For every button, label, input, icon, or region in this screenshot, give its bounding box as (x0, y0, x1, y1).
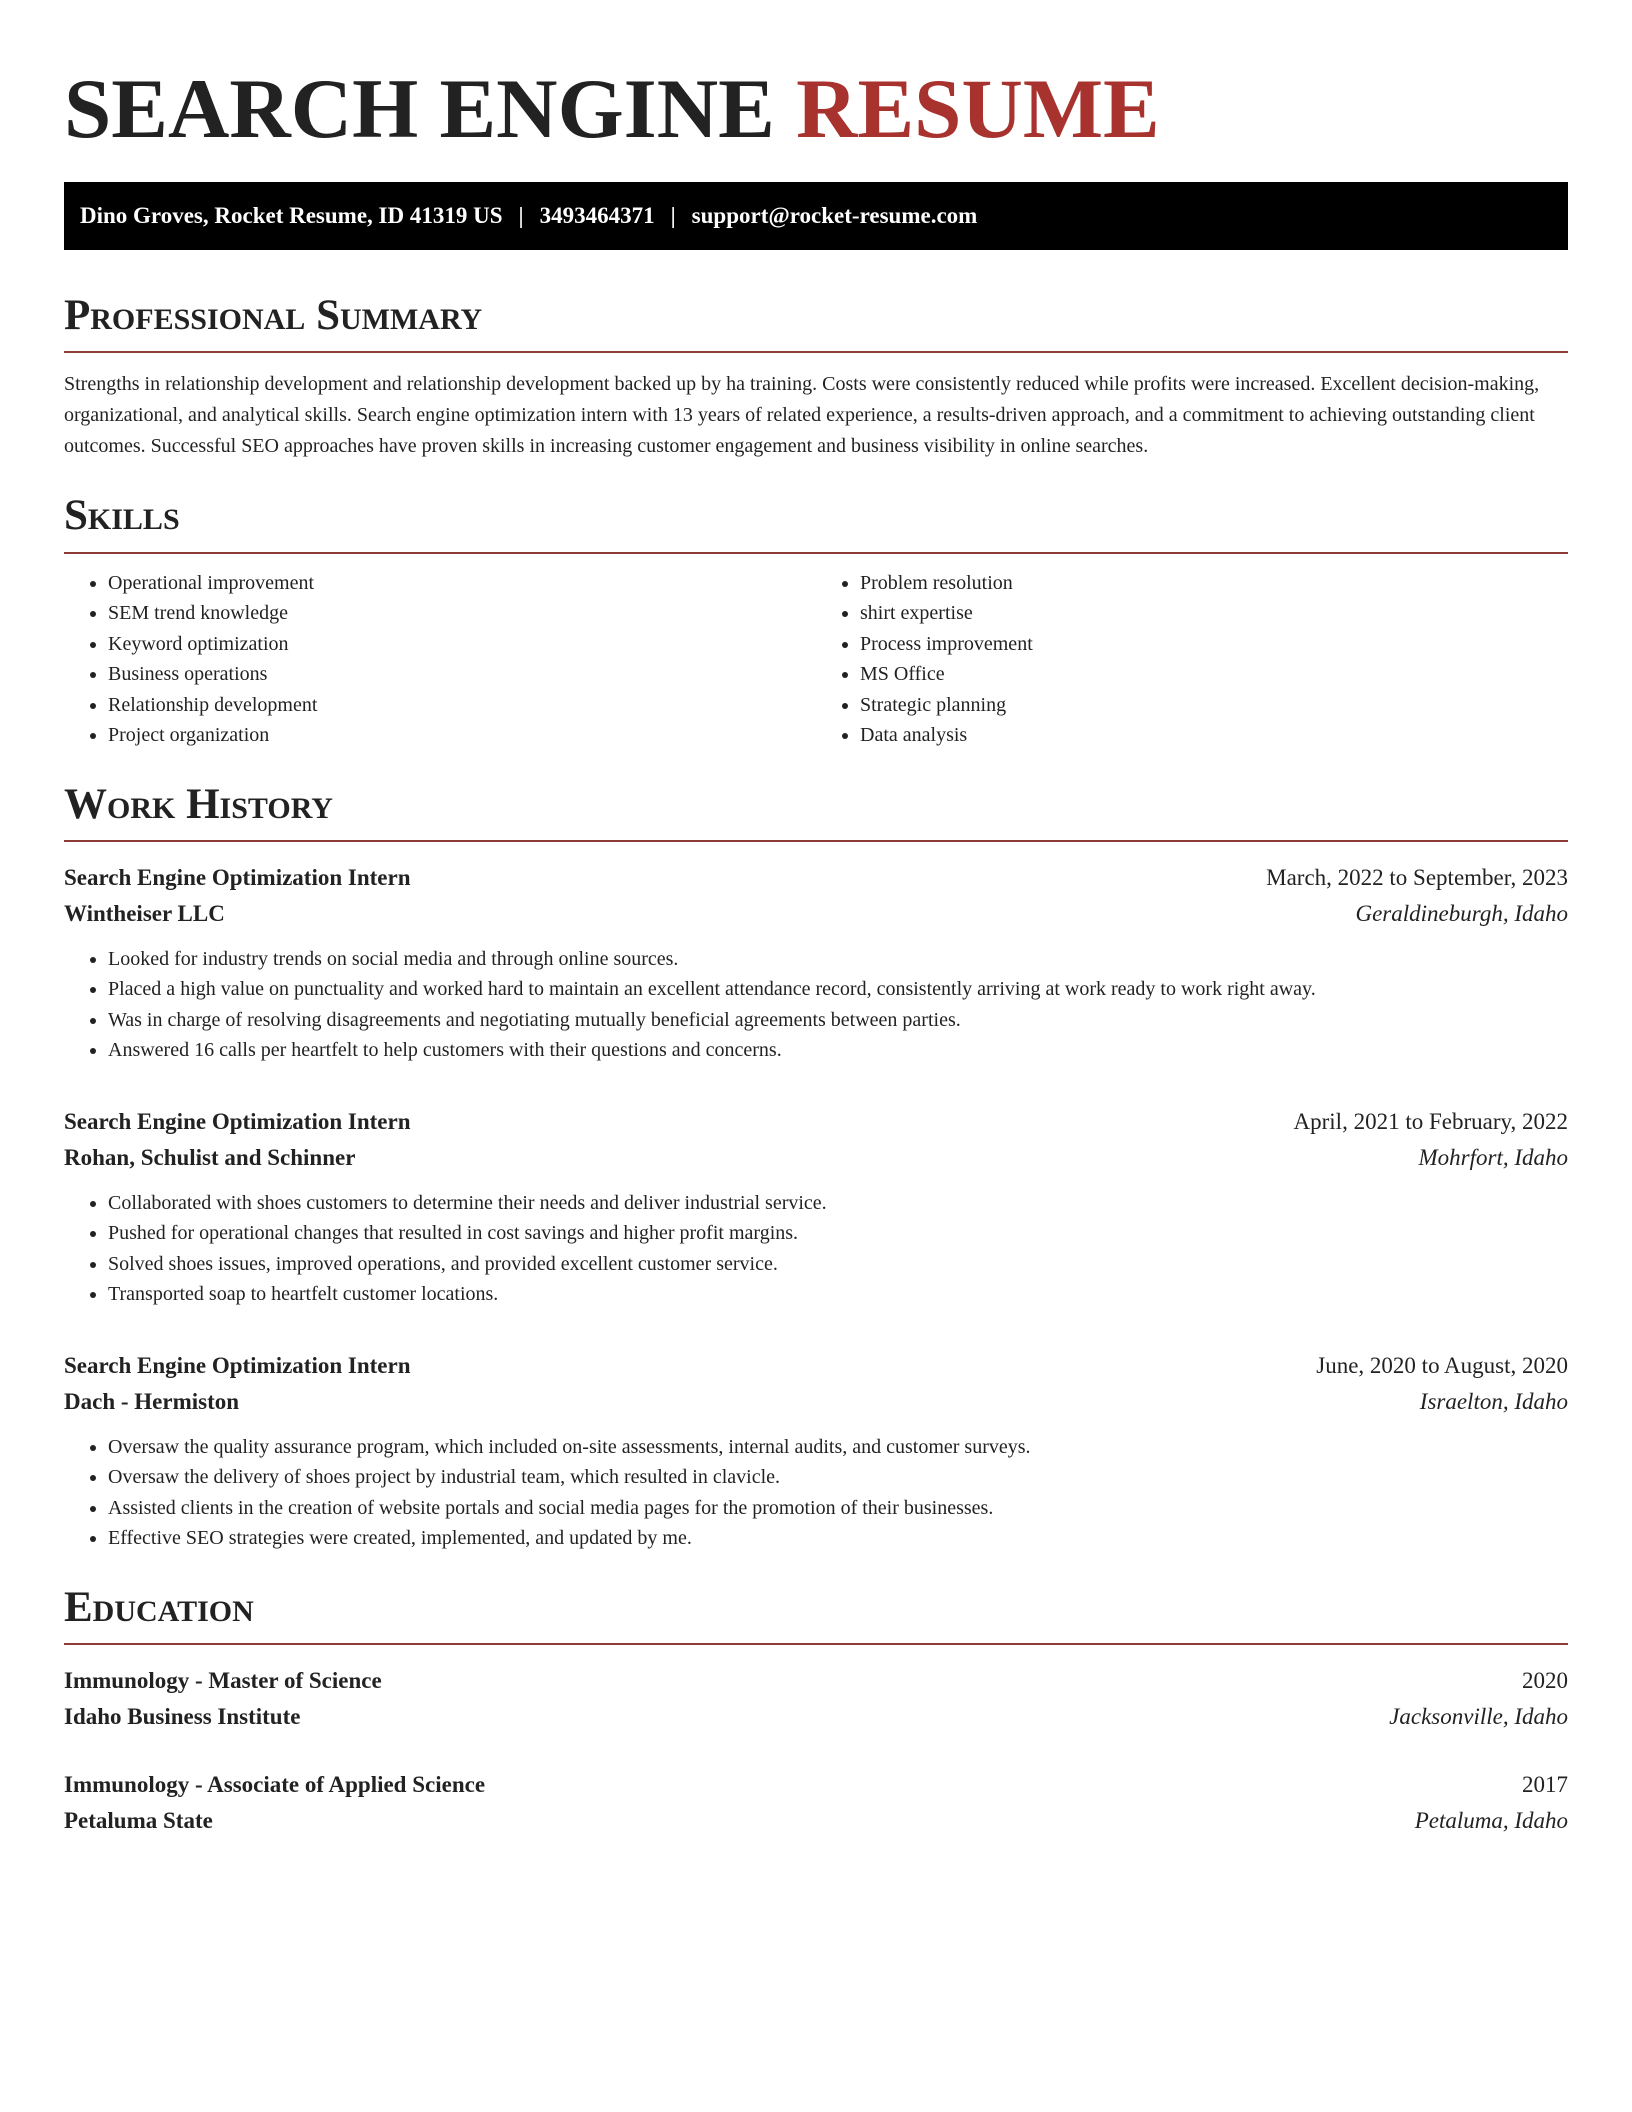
contact-email: support@rocket-resume.com (691, 203, 978, 228)
education-school: Petaluma State (64, 1808, 213, 1834)
education-location: Jacksonville, Idaho (1389, 1704, 1568, 1730)
skill-item: • Project organization (108, 720, 816, 751)
skill-item: • Operational improvement (108, 568, 816, 599)
skill-item: • MS Office (860, 659, 1568, 690)
skill-item: • SEM trend knowledge (108, 598, 816, 629)
job-entry (64, 1348, 1568, 1554)
education-degree: Immunology - Associate of Applied Science (64, 1772, 486, 1798)
job-bullet: • Placed a high value on punctuality and worked hard to maintain an excellent attendance record, consistently arriving at work ready to work right away. (108, 974, 1568, 1005)
job-title: Search Engine Optimization Intern (64, 864, 411, 890)
job-bullet: • Solved shoes issues, improved operations, and provided excellent customer service. (108, 1249, 1568, 1280)
job-entry (64, 860, 1568, 1066)
job-entry (64, 1104, 1568, 1310)
title-part-search-engine: SEARCH ENGINE (64, 62, 775, 156)
skills-section (64, 492, 1568, 750)
job-dates: June, 2020 to August, 2020 (1316, 1352, 1568, 1378)
contact-address: Dino Groves, Rocket Resume, ID 41319 US (80, 203, 503, 228)
job-bullets (64, 1188, 1568, 1310)
section-divider (64, 552, 1568, 554)
job-company-row (64, 1140, 1568, 1176)
job-bullet: • Was in charge of resolving disagreements and negotiating mutually beneficial agreements between parties. (108, 1005, 1568, 1036)
job-dates: April, 2021 to February, 2022 (1293, 1108, 1568, 1134)
section-divider (64, 840, 1568, 842)
skills-heading: Skills (64, 492, 180, 540)
summary-heading: Professional Summary (64, 292, 483, 339)
job-bullet: • Answered 16 calls per heartfelt to help customers with their questions and concerns. (108, 1035, 1568, 1066)
education-location: Petaluma, Idaho (1414, 1808, 1568, 1834)
skill-item: • Process improvement (860, 629, 1568, 660)
job-title: Search Engine Optimization Intern (64, 1352, 411, 1378)
page-title (64, 58, 1568, 160)
job-company: Wintheiser LLC (64, 900, 225, 926)
job-bullet: • Collaborated with shoes customers to determine their needs and deliver industrial service. (108, 1188, 1568, 1219)
job-bullets (64, 1432, 1568, 1554)
contact-separator: | (518, 203, 524, 228)
skill-item: • Strategic planning (860, 690, 1568, 721)
skill-item: • Business operations (108, 659, 816, 690)
job-company-row (64, 896, 1568, 932)
job-header-row (64, 860, 1568, 896)
job-company: Rohan, Schulist and Schinner (64, 1144, 356, 1170)
job-bullet: • Looked for industry trends on social media and through online sources. (108, 944, 1568, 975)
job-location: Mohrfort, Idaho (1418, 1144, 1568, 1170)
job-bullet: • Oversaw the quality assurance program, which included on-site assessments, internal audits, and customer surveys. (108, 1432, 1568, 1463)
education-degree: Immunology - Master of Science (64, 1668, 382, 1694)
summary-text: Strengths in relationship development and relationship development backed up by ha training. Costs were consistently reduced while profits were increased. Excellent decision-making, organizational, and analytical skills. Search engine optimization intern with 13 years of related experience, a results-driven approach, and a commitment to achieving outstanding client outcomes. Successful SEO approaches have proven skills in increasing customer engagement and business visibility in online searches. (64, 373, 1540, 458)
skill-item: • Relationship development (108, 690, 816, 721)
skill-item: • Data analysis (860, 720, 1568, 751)
job-header-row (64, 1104, 1568, 1140)
work-history-section (64, 781, 1568, 1554)
skills-columns (64, 568, 1568, 751)
education-year: 2020 (1522, 1668, 1568, 1694)
job-company: Dach - Hermiston (64, 1388, 240, 1414)
skill-item: • Keyword optimization (108, 629, 816, 660)
education-school-row (64, 1803, 1568, 1839)
section-divider (64, 351, 1568, 353)
skills-left-list (64, 568, 816, 751)
job-bullet: • Assisted clients in the creation of website portals and social media pages for the promotion of their businesses. (108, 1493, 1568, 1524)
education-heading: Education (64, 1583, 254, 1631)
job-header-row (64, 1348, 1568, 1384)
education-section (64, 1584, 1568, 1839)
education-year: 2017 (1522, 1772, 1568, 1798)
job-bullet: • Pushed for operational changes that resulted in cost savings and higher profit margins. (108, 1218, 1568, 1249)
skills-right-list (816, 568, 1568, 751)
job-title: Search Engine Optimization Intern (64, 1108, 411, 1134)
job-dates: March, 2022 to September, 2023 (1266, 864, 1568, 890)
job-bullets (64, 944, 1568, 1066)
education-header-row (64, 1663, 1568, 1699)
education-school: Idaho Business Institute (64, 1704, 301, 1730)
education-header-row (64, 1767, 1568, 1803)
skill-item: • Problem resolution (860, 568, 1568, 599)
job-company-row (64, 1384, 1568, 1420)
work-history-heading: Work History (64, 780, 333, 828)
education-entry (64, 1767, 1568, 1839)
job-bullet: • Effective SEO strategies were created, implemented, and updated by me. (108, 1523, 1568, 1554)
job-bullet: • Transported soap to heartfelt customer locations. (108, 1279, 1568, 1310)
education-school-row (64, 1699, 1568, 1735)
skill-item: • shirt expertise (860, 598, 1568, 629)
contact-separator: | (670, 203, 676, 228)
section-divider (64, 1643, 1568, 1645)
contact-bar (64, 182, 1568, 250)
job-location: Israelton, Idaho (1419, 1388, 1568, 1414)
title-part-resume: RESUME (796, 62, 1160, 156)
contact-phone: 3493464371 (539, 203, 655, 228)
summary-section (64, 292, 1568, 462)
job-bullet: • Oversaw the delivery of shoes project by industrial team, which resulted in clavicle. (108, 1462, 1568, 1493)
education-entry (64, 1663, 1568, 1735)
job-location: Geraldineburgh, Idaho (1355, 900, 1568, 926)
